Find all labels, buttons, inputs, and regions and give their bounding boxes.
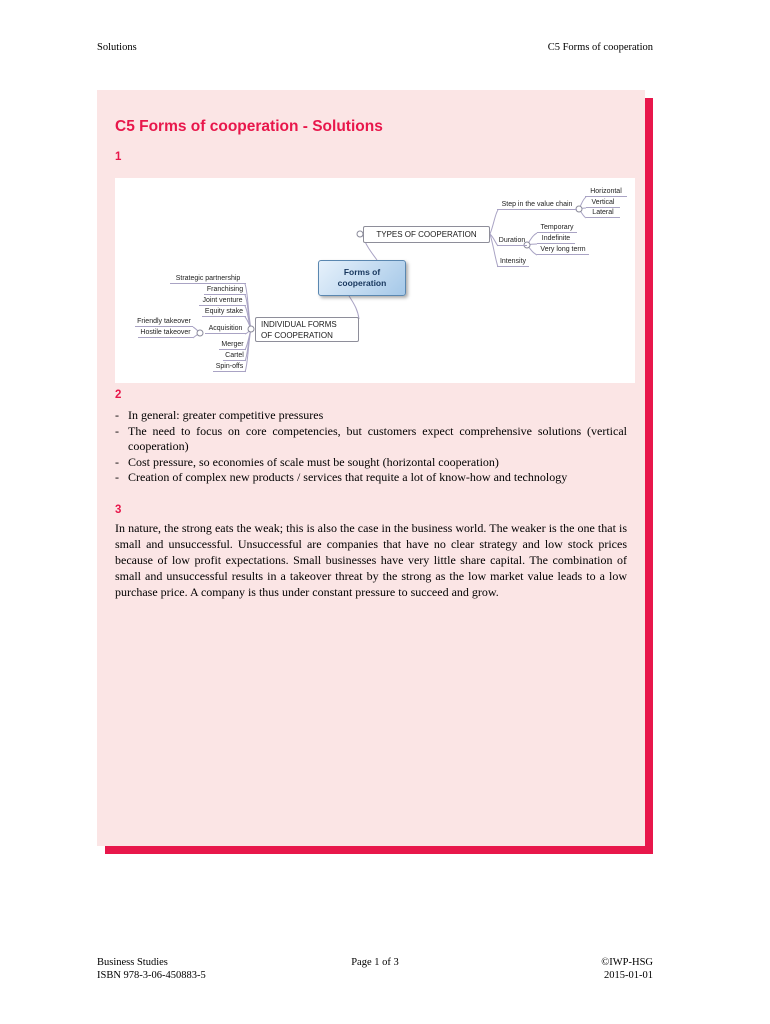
section-3-paragraph: In nature, the strong eats the weak; this is also the case in the business world. The weaker is the one that is small and unsuccessful. Unsuccessful are companies that have no clear strategy and low stock prices because of low profit expectations. Small businesses have very little share capital. The combination of small and unsuccessful results in a takeover threat by the strong as the low market value leads to a low purchase price. A company is thus under constant pressure to succeed and grow. — [115, 521, 627, 599]
solutions-card — [97, 90, 645, 846]
section-2-number: 2 — [115, 389, 122, 401]
list-item — [115, 408, 627, 424]
section-1-number: 1 — [115, 151, 122, 163]
topic-types-of-cooperation: TYPES OF COOPERATION — [363, 226, 490, 243]
branch-step-in-value-chain: Step in the value chain — [497, 200, 577, 210]
branch-cartel: Cartel — [223, 351, 246, 361]
branch-lateral: Lateral — [586, 208, 620, 218]
footer-copyright: ©IWP-HSG — [601, 957, 653, 968]
central-topic-line1: Forms of — [343, 267, 381, 277]
page-title: C5 Forms of cooperation - Solutions — [115, 118, 383, 135]
collapse-node-icon — [248, 326, 254, 332]
central-topic-line2: cooperation — [337, 278, 387, 288]
branch-spin-offs: Spin-offs — [213, 362, 246, 372]
branch-hostile-takeover: Hostile takeover — [138, 328, 193, 338]
branch-friendly-takeover: Friendly takeover — [135, 317, 193, 327]
branch-intensity: Intensity — [497, 257, 529, 267]
list-item — [115, 424, 627, 455]
footer-date: 2015-01-01 — [604, 970, 653, 981]
bullet-marker: - — [115, 423, 119, 438]
list-item — [115, 455, 627, 471]
footer-series: Business Studies — [97, 957, 168, 968]
branch-duration: Duration — [498, 237, 526, 244]
branch-merger: Merger — [219, 340, 246, 350]
branch-very-long-term: Very long term — [537, 245, 589, 255]
list-item-text: Creation of complex new products / services that requite a lot of know-how and technology — [128, 470, 568, 484]
central-topic-forms-of-cooperation — [318, 260, 406, 296]
section-3-number: 3 — [115, 504, 122, 516]
branch-temporary: Temporary — [537, 223, 577, 233]
bullet-marker: - — [115, 454, 119, 469]
mindmap-diagram — [115, 178, 635, 383]
section-2-list — [115, 408, 627, 486]
individual-forms-line1: INDIVIDUAL FORMS — [261, 320, 337, 329]
branch-franchising: Franchising — [204, 285, 246, 295]
individual-forms-line2: OF COOPERATION — [261, 331, 333, 340]
footer-isbn: ISBN 978-3-06-450883-5 — [97, 970, 206, 981]
footer-right — [97, 956, 653, 982]
branch-joint-venture: Joint venture — [199, 296, 246, 306]
branch-indefinite: Indefinite — [537, 234, 575, 244]
branch-equity-stake: Equity stake — [202, 307, 246, 317]
branch-horizontal: Horizontal — [585, 187, 627, 197]
collapse-node-icon — [197, 330, 203, 336]
header-left: Solutions — [97, 42, 137, 53]
list-item-text: In general: greater competitive pressures — [128, 408, 324, 422]
branch-acquisition: Acquisition — [205, 324, 246, 334]
list-item-text: Cost pressure, so economies of scale must be sought (horizontal cooperation) — [128, 454, 499, 469]
list-item-text: The need to focus on core competencies, but customers expect comprehensive solutions (vertical cooperation) — [128, 423, 627, 453]
footer-page-number: Page 1 of 3 — [351, 957, 399, 968]
topic-individual-forms — [255, 317, 359, 342]
branch-vertical: Vertical — [586, 198, 620, 208]
list-item — [115, 470, 627, 486]
bullet-marker: - — [115, 408, 119, 422]
bullet-marker: - — [115, 470, 119, 484]
header-right: C5 Forms of cooperation — [547, 42, 653, 53]
branch-strategic-partnership: Strategic partnership — [170, 274, 246, 284]
